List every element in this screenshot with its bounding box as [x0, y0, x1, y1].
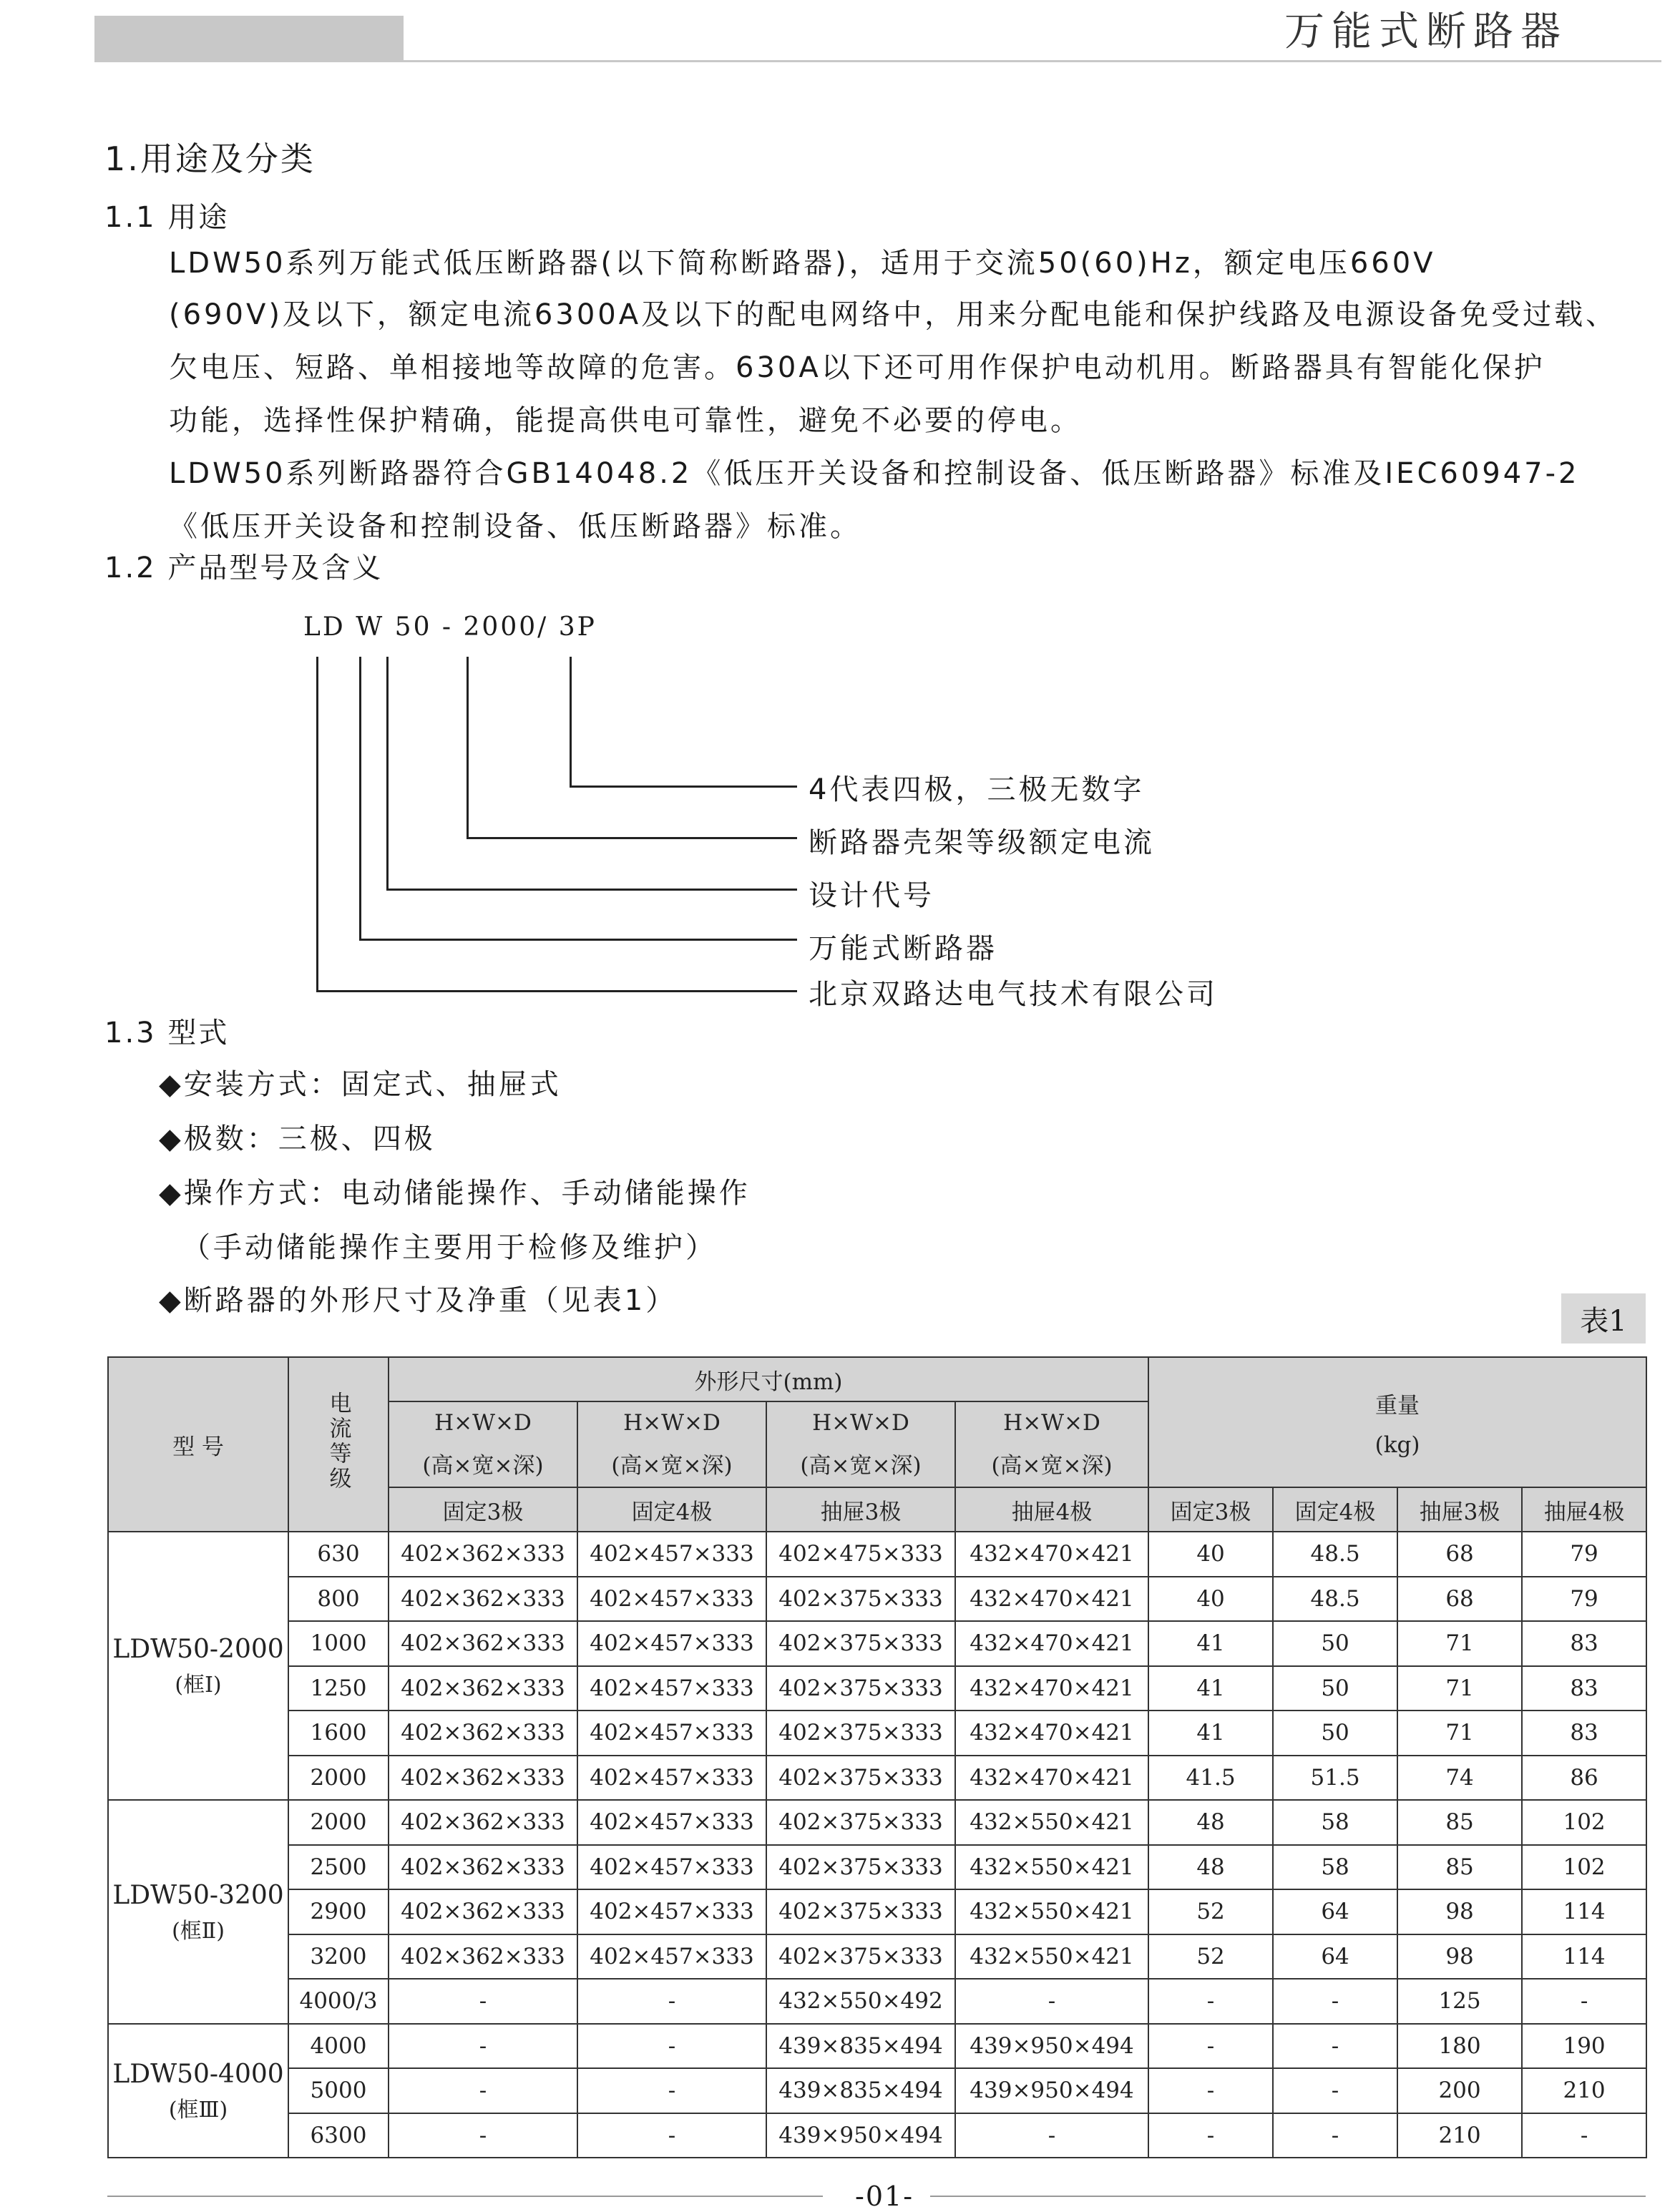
weight-cell: 48: [1148, 1845, 1273, 1890]
weight-cell: 50: [1273, 1711, 1397, 1756]
weight-cell: 48: [1148, 1800, 1273, 1845]
header-title: 万能式断路器: [1284, 9, 1568, 55]
subsection-title-model: 1.2 产品型号及含义: [104, 552, 384, 584]
bullet-item: ◆安装方式：固定式、抽屉式: [159, 1068, 562, 1101]
weight-cell: 83: [1522, 1711, 1646, 1756]
dimension-cell: 432×470×421: [955, 1666, 1148, 1711]
header-weight-col: 抽屉3极: [1397, 1487, 1522, 1532]
model-code: LD W 50 - 2000/ 3P: [303, 612, 597, 642]
weight-cell: 86: [1522, 1756, 1646, 1801]
dimension-cell: -: [389, 2024, 577, 2069]
dimension-cell: 402×362×333: [389, 1532, 577, 1577]
table-row: [108, 2068, 1646, 2113]
weight-cell: 71: [1397, 1711, 1522, 1756]
dimension-cell: -: [577, 1979, 766, 2024]
dimension-cell: 402×457×333: [577, 1666, 766, 1711]
weight-cell: -: [1148, 1979, 1273, 2024]
model-frame: (框Ⅱ): [172, 1918, 225, 1944]
usage-line: 欠电压、短路、单相接地等故障的危害。630A以下还可用作保护电动机用。断路器具有智能化保护: [169, 351, 1546, 384]
weight-cell: 210: [1522, 2068, 1646, 2113]
weight-cell: -: [1273, 1979, 1397, 2024]
weight-cell: 48.5: [1273, 1577, 1397, 1622]
table-row: [108, 1934, 1646, 1979]
weight-cell: 52: [1148, 1934, 1273, 1979]
weight-cell: 125: [1397, 1979, 1522, 2024]
header-bar: [94, 16, 404, 62]
header-rule: [94, 60, 1661, 62]
header-dim-col: 抽屉4极: [955, 1487, 1148, 1532]
dimension-cell: -: [577, 2024, 766, 2069]
dimension-cell: 402×362×333: [389, 1666, 577, 1711]
current-cell: 1250: [288, 1666, 389, 1711]
current-cell: 2000: [288, 1800, 389, 1845]
current-cell: 3200: [288, 1934, 389, 1979]
standard-line: 《低压开关设备和控制设备、低压断路器》标准。: [169, 510, 861, 543]
header-dim-formula: H×W×D (高×宽×深): [955, 1401, 1148, 1487]
header-dim-col: 抽屉3极: [766, 1487, 955, 1532]
header-dim-formula: H×W×D (高×宽×深): [766, 1401, 955, 1487]
weight-cell: 71: [1397, 1621, 1522, 1666]
table-row: [108, 1800, 1646, 1845]
dimension-cell: 402×375×333: [766, 1666, 955, 1711]
dimension-cell: 402×362×333: [389, 1800, 577, 1845]
weight-cell: 40: [1148, 1532, 1273, 1577]
dimension-cell: 402×375×333: [766, 1889, 955, 1934]
table-row: [108, 2113, 1646, 2158]
model-name: LDW50-3200: [112, 1880, 284, 1910]
table-row: [108, 1621, 1646, 1666]
table-row: [108, 1845, 1646, 1890]
weight-cell: 79: [1522, 1532, 1646, 1577]
dimension-cell: 402×362×333: [389, 1756, 577, 1801]
weight-cell: 98: [1397, 1889, 1522, 1934]
weight-cell: 41.5: [1148, 1756, 1273, 1801]
current-cell: 800: [288, 1577, 389, 1622]
dimension-cell: 402×457×333: [577, 1845, 766, 1890]
dimension-cell: 432×550×421: [955, 1800, 1148, 1845]
code-legend-frame-current: 断路器壳架等级额定电流: [809, 826, 1155, 859]
model-cell: [108, 1800, 288, 2024]
dimension-cell: 402×375×333: [766, 1934, 955, 1979]
page-number: -01-: [855, 2181, 914, 2212]
bullet-item: ◆极数：三极、四极: [159, 1122, 436, 1155]
dimension-cell: 432×550×492: [766, 1979, 955, 2024]
dimension-cell: 432×470×421: [955, 1577, 1148, 1622]
dimension-cell: -: [577, 2113, 766, 2158]
current-cell: 4000/3: [288, 1979, 389, 2024]
table-row: [108, 1666, 1646, 1711]
weight-cell: 114: [1522, 1889, 1646, 1934]
dimension-cell: 432×470×421: [955, 1532, 1148, 1577]
dimension-cell: -: [389, 1979, 577, 2024]
current-cell: 2000: [288, 1756, 389, 1801]
current-cell: 630: [288, 1532, 389, 1577]
dimension-cell: 402×457×333: [577, 1756, 766, 1801]
dimension-cell: 402×362×333: [389, 1577, 577, 1622]
dimension-cell: 402×362×333: [389, 1934, 577, 1979]
weight-cell: 71: [1397, 1666, 1522, 1711]
weight-cell: -: [1148, 2024, 1273, 2069]
table-row: [108, 1711, 1646, 1756]
table-row: [108, 1532, 1646, 1577]
weight-cell: 114: [1522, 1934, 1646, 1979]
dimension-cell: 402×362×333: [389, 1711, 577, 1756]
usage-line: (690V)及以下，额定电流6300A及以下的配电网络中，用来分配电能和保护线路及电源设备免受过载、: [169, 298, 1618, 331]
standard-line: LDW50系列断路器符合GB14048.2《低压开关设备和控制设备、低压断路器》标准及IEC60947-2: [169, 457, 1580, 490]
weight-cell: 85: [1397, 1800, 1522, 1845]
weight-cell: 41: [1148, 1666, 1273, 1711]
dimension-cell: 439×835×494: [766, 2068, 955, 2113]
model-name: LDW50-4000: [112, 2059, 284, 2089]
bullet-item: ◆操作方式：电动储能操作、手动储能操作: [159, 1177, 751, 1210]
spec-table: [107, 1356, 1647, 2158]
footer-rule-left: [107, 2196, 823, 2197]
table-label: 表1: [1561, 1293, 1646, 1344]
weight-cell: 102: [1522, 1800, 1646, 1845]
dimension-cell: 439×835×494: [766, 2024, 955, 2069]
dimension-cell: -: [955, 1979, 1148, 2024]
current-cell: 5000: [288, 2068, 389, 2113]
dimension-cell: 432×550×421: [955, 1934, 1148, 1979]
dimension-cell: -: [955, 2113, 1148, 2158]
weight-cell: 180: [1397, 2024, 1522, 2069]
model-cell: [108, 1532, 288, 1800]
weight-cell: 40: [1148, 1577, 1273, 1622]
dimension-cell: 402×457×333: [577, 1621, 766, 1666]
weight-cell: 50: [1273, 1666, 1397, 1711]
model-frame: (框Ⅲ): [168, 2097, 228, 2123]
dimension-cell: -: [389, 2113, 577, 2158]
code-legend-company: 北京双路达电气技术有限公司: [809, 978, 1218, 1011]
dimension-cell: 402×457×333: [577, 1934, 766, 1979]
dimension-cell: 402×457×333: [577, 1711, 766, 1756]
weight-cell: 102: [1522, 1845, 1646, 1890]
dimension-cell: 402×375×333: [766, 1621, 955, 1666]
weight-cell: 58: [1273, 1800, 1397, 1845]
dimension-cell: 432×470×421: [955, 1621, 1148, 1666]
header-weight-col: 固定3极: [1148, 1487, 1273, 1532]
current-cell: 1600: [288, 1711, 389, 1756]
header-weight: 重量 (kg): [1148, 1357, 1646, 1487]
weight-cell: 79: [1522, 1577, 1646, 1622]
weight-cell: 58: [1273, 1845, 1397, 1890]
header-weight-col: 固定4极: [1273, 1487, 1397, 1532]
current-cell: 2500: [288, 1845, 389, 1890]
weight-cell: -: [1522, 1979, 1646, 2024]
header-model: 型 号: [108, 1357, 288, 1532]
table-row: [108, 1889, 1646, 1934]
header-current: 电流等级: [288, 1357, 389, 1532]
bullet-item-note: （手动储能操作主要用于检修及维护）: [182, 1231, 717, 1264]
weight-cell: 74: [1397, 1756, 1522, 1801]
weight-cell: -: [1522, 2113, 1646, 2158]
spec-table-body: [108, 1532, 1646, 2158]
model-name: LDW50-2000: [112, 1635, 284, 1664]
table-row: [108, 1756, 1646, 1801]
weight-cell: 64: [1273, 1889, 1397, 1934]
weight-cell: 83: [1522, 1666, 1646, 1711]
weight-cell: 48.5: [1273, 1532, 1397, 1577]
current-cell: 1000: [288, 1621, 389, 1666]
weight-cell: 85: [1397, 1845, 1522, 1890]
dimension-cell: 402×457×333: [577, 1577, 766, 1622]
dimension-cell: 402×457×333: [577, 1889, 766, 1934]
weight-cell: 190: [1522, 2024, 1646, 2069]
weight-cell: 210: [1397, 2113, 1522, 2158]
weight-cell: 50: [1273, 1621, 1397, 1666]
weight-cell: -: [1273, 2024, 1397, 2069]
weight-cell: 98: [1397, 1934, 1522, 1979]
dimension-cell: 402×362×333: [389, 1845, 577, 1890]
dimension-cell: 439×950×494: [955, 2024, 1148, 2069]
dimension-cell: 402×375×333: [766, 1845, 955, 1890]
weight-cell: 52: [1148, 1889, 1273, 1934]
section-title: 1.用途及分类: [104, 140, 316, 178]
dimension-cell: 432×470×421: [955, 1756, 1148, 1801]
dimension-cell: 402×457×333: [577, 1800, 766, 1845]
header-dim-col: 固定4极: [577, 1487, 766, 1532]
dimension-cell: 432×550×421: [955, 1889, 1148, 1934]
current-cell: 4000: [288, 2024, 389, 2069]
footer-rule-right: [930, 2196, 1646, 2197]
table-row: [108, 2024, 1646, 2069]
model-cell: [108, 2024, 288, 2158]
header-dim-formula: H×W×D (高×宽×深): [577, 1401, 766, 1487]
weight-cell: 68: [1397, 1532, 1522, 1577]
weight-cell: 68: [1397, 1577, 1522, 1622]
dimension-cell: 402×362×333: [389, 1889, 577, 1934]
weight-cell: 64: [1273, 1934, 1397, 1979]
dimension-cell: 432×470×421: [955, 1711, 1148, 1756]
current-cell: 2900: [288, 1889, 389, 1934]
weight-cell: -: [1148, 2068, 1273, 2113]
header-dim-col: 固定3极: [389, 1487, 577, 1532]
dimension-cell: 439×950×494: [766, 2113, 955, 2158]
code-legend-design-code: 设计代号: [809, 879, 934, 912]
dimension-cell: 439×950×494: [955, 2068, 1148, 2113]
weight-cell: 41: [1148, 1711, 1273, 1756]
weight-cell: -: [1148, 2113, 1273, 2158]
weight-cell: -: [1273, 2113, 1397, 2158]
code-legend-poles: 4代表四极，三极无数字: [809, 773, 1145, 806]
dimension-cell: 402×375×333: [766, 1756, 955, 1801]
current-cell: 6300: [288, 2113, 389, 2158]
usage-line: 功能，选择性保护精确，能提高供电可靠性，避免不必要的停电。: [169, 404, 1082, 437]
weight-cell: 200: [1397, 2068, 1522, 2113]
dimension-cell: 402×475×333: [766, 1532, 955, 1577]
dimension-cell: 402×375×333: [766, 1711, 955, 1756]
model-frame: (框Ⅰ): [175, 1673, 222, 1698]
table-row: [108, 1979, 1646, 2024]
dimension-cell: -: [389, 2068, 577, 2113]
weight-cell: 41: [1148, 1621, 1273, 1666]
dimension-cell: -: [577, 2068, 766, 2113]
dimension-cell: 402×457×333: [577, 1532, 766, 1577]
table-row: [108, 1577, 1646, 1622]
header-dim-formula: H×W×D (高×宽×深): [389, 1401, 577, 1487]
dimension-cell: 402×362×333: [389, 1621, 577, 1666]
dimension-cell: 402×375×333: [766, 1800, 955, 1845]
code-legend-product-type: 万能式断路器: [809, 932, 997, 965]
weight-cell: 51.5: [1273, 1756, 1397, 1801]
header-weight-col: 抽屉4极: [1522, 1487, 1646, 1532]
dimension-cell: 432×550×421: [955, 1845, 1148, 1890]
dimension-cell: 402×375×333: [766, 1577, 955, 1622]
weight-cell: 83: [1522, 1621, 1646, 1666]
bullet-item: ◆断路器的外形尺寸及净重（见表1）: [159, 1284, 678, 1317]
header-dimensions: 外形尺寸(mm): [389, 1357, 1148, 1401]
subsection-title-usage: 1.1 用途: [104, 201, 230, 234]
subsection-title-type: 1.3 型式: [104, 1017, 230, 1049]
weight-cell: -: [1273, 2068, 1397, 2113]
usage-line: LDW50系列万能式低压断路器(以下简称断路器)，适用于交流50(60)Hz，额定电压660V: [169, 247, 1436, 280]
